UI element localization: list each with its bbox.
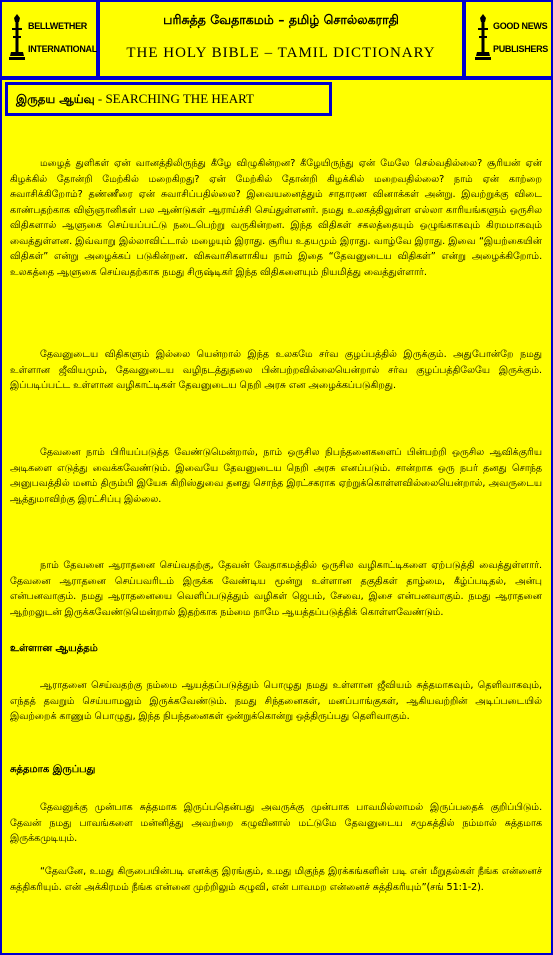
article-title-separator: - — [94, 91, 106, 106]
section-heading-being-clean: சுத்தமாக இருப்பது — [10, 764, 96, 775]
good-news-publishers-logo-icon — [474, 12, 492, 64]
paragraph-pleasing-god: தேவனை நாம் பிரியப்படுத்த வேண்டுமென்றால், நாம் ஒருசில நிபந்தனைகளைப் பின்பற்றி ஒருசில ஆவிக்குரிய அடிகளை எடுத்து வைக்கவேண்டும். இவையே தேவனுடைய நெறி அரசு எனப்படும். சான்றாக ஒரு நபர் தனது சொந்த அனுபவத்தில் மனம் திரும்பி இயேசு கிறிஸ்துவை தனது சொந்த இரட்சகராக ஏற்றுக்கொள்ளவில்லையென்றால், அவருடைய ஆத்துமாவிற்கு இரட்சிப்பு இல்லை. — [10, 447, 542, 505]
paragraph-psalm-quote: “தேவனே, உமது கிருபையின்படி எனக்கு இரங்கும், உமது மிகுந்த இரக்கங்களின் படி என் மீறுதல்கள் நீங்க என்னைச் சுத்திகரியும். என் அக்கிரமம் நீங்க என்னை முற்றிலும் கழுவி, என் பாவமற என்னைச் சுத்திகரியும்”(சங் 51:1-2). — [10, 866, 542, 893]
article-title-box — [5, 82, 332, 116]
paragraph-inner-preparation: ஆராதனை செய்வதற்கு நம்மை ஆயத்தப்படுத்தும் பொழுது நமது உள்ளான ஜீவியம் சுத்தமாகவும், தெளிவாகவும், எந்தத் தவறும் செய்யாமலும் இருக்கவேண்டும். நமது சிந்தனைகள், மனப்பாங்குகள், ஆகியவற்றின் அடிப்படையில் இவற்றைக் காணும் பொழுது, இந்த நிபந்தனைகள் ஒன்றுக்கொன்று ஒத்திருப்பது தெளிவாகும். — [10, 680, 542, 722]
section-heading-inner-preparation: உள்ளான ஆயத்தம் — [10, 643, 98, 654]
bellwether-logo — [8, 12, 97, 64]
good-news-logo-panel — [466, 2, 551, 76]
logo-left-line1: BELLWETHER — [28, 21, 87, 31]
article-title-english: SEARCHING THE HEART — [105, 91, 254, 106]
logo-right-line2: PUBLISHERS — [493, 44, 549, 54]
bellwether-logo-icon — [8, 12, 26, 64]
header-title-tamil: பரிசுத்த வேதாகமம் – தமிழ் சொல்லகராதி — [163, 12, 399, 27]
header-title-panel — [100, 2, 462, 76]
good-news-logo — [474, 12, 548, 64]
article-title — [16, 91, 254, 108]
article-title-tamil: இருதய ஆய்வு — [16, 92, 95, 106]
paragraph-intro: மழைத் துளிகள் ஏன் வானத்திலிருந்து கீழே விழுகின்றன? கீழேயிருந்து ஏன் மேலே செல்வதில்லை? சூரியன் ஏன் கிழக்கில் தோன்றி மேற்கில் மறைகிறது? ஏன் மேற்கில் தோன்றி கிழக்கில் மறைவதில்லை? நாம் ஏன் காற்றை சுவாசிக்கிறோம்? தண்ணீரை ஏன் சுவாசிப்பதில்லை? இவையனைத்தும் சாதாரண வினாக்கள் அன்று. இவற்றுக்கு விடை காண்பதற்காக விஞ்ஞானிகள் பல ஆண்டுகள் ஆராய்ச்சி செய்துள்ளனர். நமது உலகத்திலுள்ள எல்லா காரியங்களும் ஒருசில விதிகளால் ஆளுகை செய்யப்பட்டு நடைபெற்று வருகின்றன. இந்த விதிகள் சகலத்தையும் ஒழுங்காகவும் கிரமமாகவும் வைத்துள்ளன. இவ்வாறு இல்லாவிட்டால் மழையும் இராது. சூரிய உதயமும் இராது. வாழ்வே இராது. இவை “இயற்கையின் விதிகள்” என்று அழைக்கப் படுகின்றன. விசுவாசிகளாகிய நாம் இதை “தேவனுடைய விதிகள்” என்று அழைக்கிறோம். உலகத்தை ஆளுகை செய்வதற்காக நமது சிருஷ்டிகர் இந்த விதிகளையும் நியமித்து வைத்துள்ளார். — [10, 158, 542, 278]
paragraph-being-clean: தேவனுக்கு முன்பாக சுத்தமாக இருப்பதென்பது அவருக்கு முன்பாக பாவமில்லாமல் இருப்பதைக் குறிப்பிடும். தேவன் நமது பாவங்களை மன்னித்து அவற்றை கழுவினால் மட்டுமே தேவனுடைய சமுகத்தில் நம்மால் சுத்தமாக இருக்கமுடியும். — [10, 802, 542, 844]
logo-left-line2: INTERNATIONAL — [28, 44, 97, 54]
paragraph-worship: நாம் தேவனை ஆராதனை செய்வதற்கு, தேவன் வேதாகமத்தில் ஒருசில வழிகாட்டிகளை ஏற்படுத்தி வைத்துள்ளார். தேவனை ஆராதனை செய்பவரிடம் இருக்க வேண்டிய மூன்று உள்ளான தகுதிகள் தாழ்மை, கீழ்ப்படிதல், அன்பு என்பனவாகும். நமது ஆராதனையை வெளிப்படுத்தும் வழிகள் ஜெபம், சேவை, இசை என்பனவாகும். நமது ஆராதனை ஆற்றலுடன் இருக்கவேண்டுமென்றால் இதற்காக நம்மை நாமே ஆயத்தப்படுத்திக் கொள்ளவேண்டும். — [10, 560, 542, 618]
paragraph-laws: தேவனுடைய விதிகளும் இல்லை யென்றால் இந்த உலகமே சர்வ குழப்பத்தில் இருக்கும். அதுபோன்றே நமது உள்ளான ஜீவியமும், தேவனுடைய வழிநடத்துதலை பின்பற்றவில்லையென்றால் சர்வ குழப்பத்திலேயே இருக்கும். இப்படிப்பட்ட உள்ளான வழிகாட்டிகள் தேவனுடைய நெறி அரசு என அழைக்கப்படுகிறது. — [10, 349, 542, 391]
article-panel — [2, 80, 551, 953]
logo-right-line1: GOOD NEWS — [493, 21, 548, 31]
header-title-english: THE HOLY BIBLE – TAMIL DICTIONARY — [126, 45, 436, 61]
bellwether-logo-panel — [2, 2, 96, 76]
